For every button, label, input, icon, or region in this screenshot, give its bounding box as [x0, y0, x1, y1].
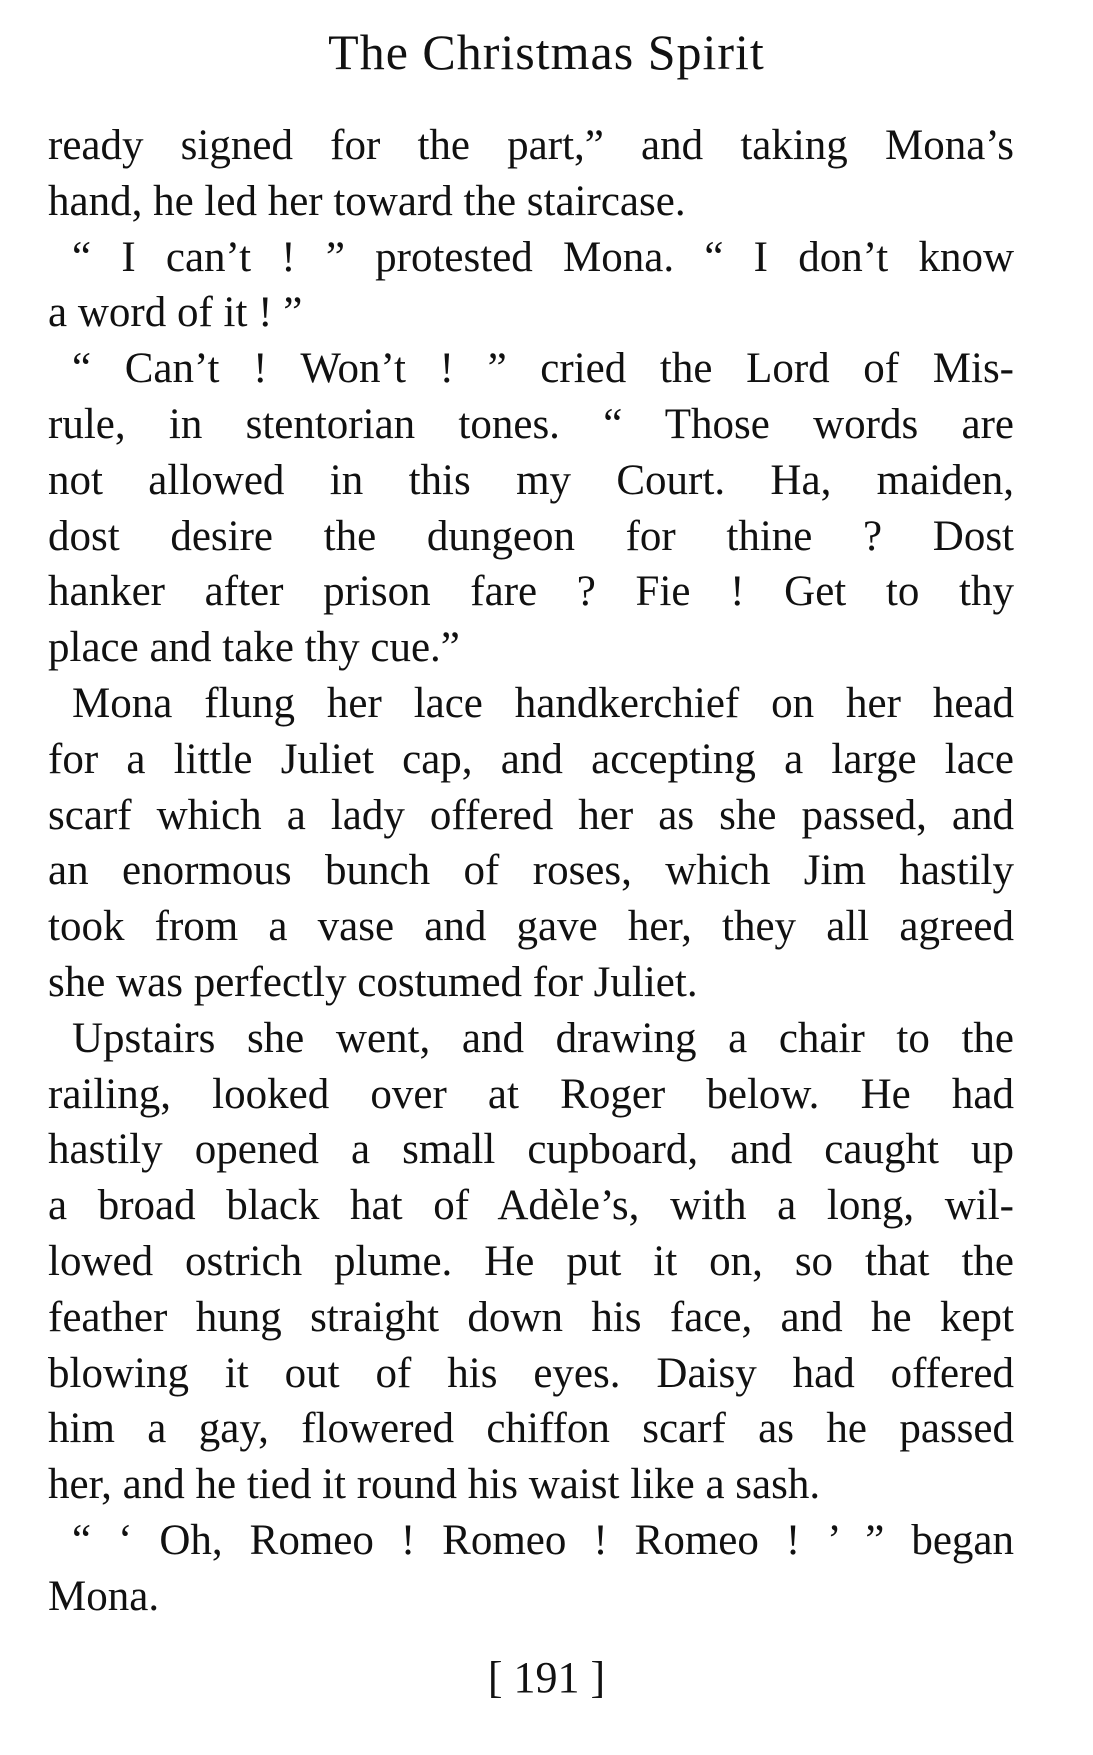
- text-line: blowing it out of his eyes. Daisy had offered: [48, 1349, 1014, 1397]
- text-line: place and take thy cue.”: [48, 624, 460, 672]
- text-line: hanker after prison fare ? Fie ! Get to thy: [48, 568, 1014, 616]
- text-line: her, and he tied it round his waist like a sash.: [48, 1461, 821, 1509]
- text-line: an enormous bunch of roses, which Jim hastily: [48, 847, 1014, 895]
- text-line: hand, he led her toward the staircase.: [48, 177, 686, 225]
- text-line: Mona flung her lace handkerchief on her head: [72, 679, 1014, 727]
- text-line: feather hung straight down his face, and he kept: [48, 1293, 1014, 1341]
- text-line: him a gay, flowered chiffon scarf as he passed: [48, 1405, 1014, 1453]
- text-line: Upstairs she went, and drawing a chair to the: [72, 1014, 1014, 1062]
- text-line: hastily opened a small cupboard, and caught up: [48, 1126, 1014, 1174]
- text-line: railing, looked over at Roger below. He had: [48, 1070, 1014, 1118]
- running-head: The Christmas Spirit: [328, 24, 765, 80]
- text-line: scarf which a lady offered her as she passed, and: [48, 791, 1014, 839]
- text-line: “ I can’t ! ” protested Mona. “ I don’t know: [72, 233, 1014, 281]
- text-line: rule, in stentorian tones. “ Those words are: [48, 400, 1014, 448]
- text-line: a word of it ! ”: [48, 289, 303, 337]
- text-line: a broad black hat of Adèle’s, with a long, wil-: [48, 1182, 1014, 1230]
- text-line: she was perfectly costumed for Juliet.: [48, 958, 698, 1006]
- text-line: for a little Juliet cap, and accepting a large lace: [48, 735, 1014, 783]
- text-line: dost desire the dungeon for thine ? Dost: [48, 512, 1014, 560]
- text-line: Mona.: [48, 1572, 160, 1620]
- page-number: [ 191 ]: [487, 1653, 606, 1702]
- text-line: took from a vase and gave her, they all agreed: [48, 903, 1014, 951]
- text-line: “ ‘ Oh, Romeo ! Romeo ! Romeo ! ’ ” began: [72, 1516, 1014, 1564]
- text-line: lowed ostrich plume. He put it on, so that the: [48, 1237, 1014, 1285]
- body-text: [48, 118, 1014, 1625]
- text-line: “ Can’t ! Won’t ! ” cried the Lord of Mis-: [72, 345, 1014, 393]
- text-line: not allowed in this my Court. Ha, maiden,: [48, 456, 1014, 504]
- text-line: ready signed for the part,” and taking Mona’s: [48, 122, 1014, 169]
